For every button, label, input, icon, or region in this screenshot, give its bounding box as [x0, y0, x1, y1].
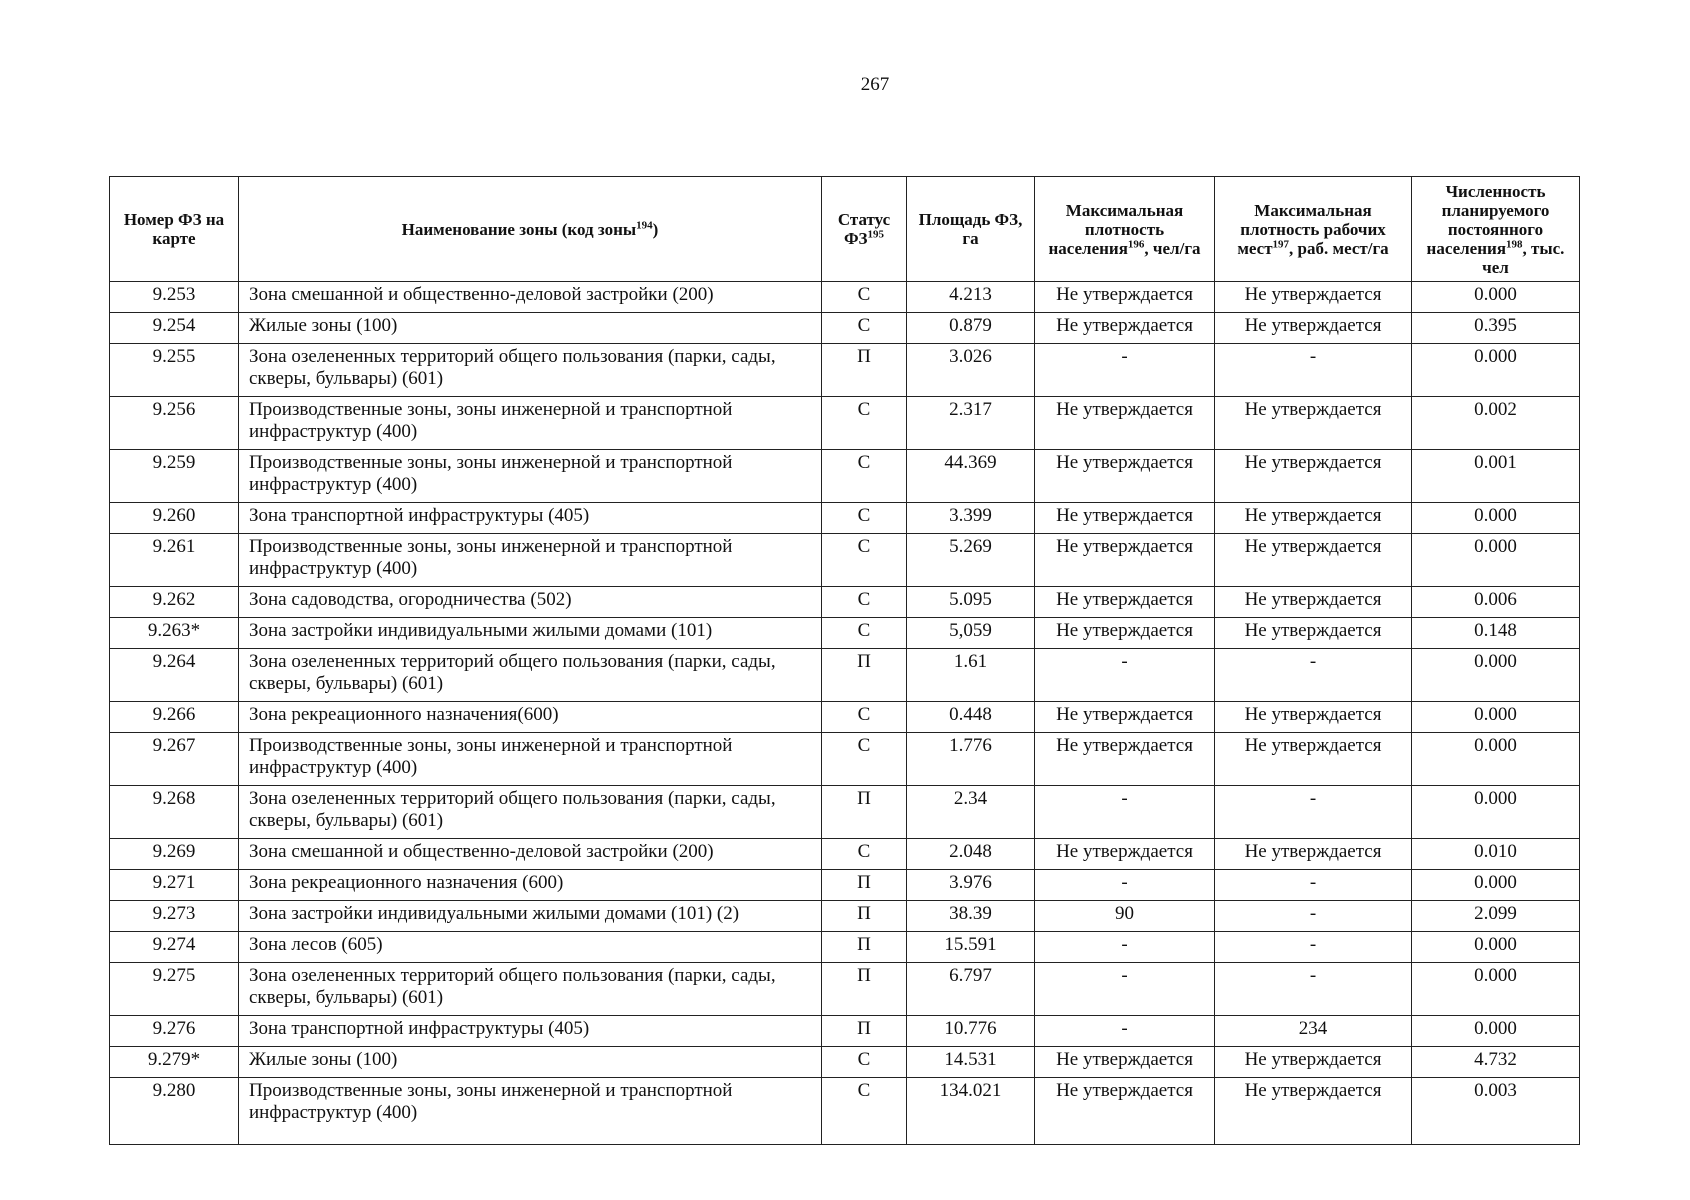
cell-zone-name: Производственные зоны, зоны инженерной и транспортной инфраструктур (400): [239, 534, 822, 587]
cell-job-density: Не утверждается: [1215, 839, 1412, 870]
table-row: [110, 870, 1580, 901]
cell-zone-area: 2.34: [907, 786, 1035, 839]
table-row: [110, 344, 1580, 397]
cell-population-density: Не утверждается: [1035, 733, 1215, 786]
cell-planned-population: 0.006: [1412, 587, 1580, 618]
cell-zone-number: 9.269: [110, 839, 239, 870]
header-zone-status: Статус ФЗ$^{195}$: [822, 177, 907, 282]
cell-population-density: Не утверждается: [1035, 503, 1215, 534]
header-zone-area: Площадь ФЗ, га: [907, 177, 1035, 282]
cell-zone-status: С: [822, 534, 907, 587]
cell-zone-number: 9.253: [110, 282, 239, 313]
cell-planned-population: 0.003: [1412, 1078, 1580, 1145]
cell-population-density: 90: [1035, 901, 1215, 932]
cell-zone-area: 134.021: [907, 1078, 1035, 1145]
table-body: [110, 282, 1580, 1145]
cell-population-density: -: [1035, 1016, 1215, 1047]
cell-planned-population: 0.000: [1412, 282, 1580, 313]
cell-planned-population: 0.148: [1412, 618, 1580, 649]
cell-planned-population: 0.000: [1412, 649, 1580, 702]
cell-population-density: -: [1035, 932, 1215, 963]
cell-zone-area: 44.369: [907, 450, 1035, 503]
cell-zone-number: 9.279*: [110, 1047, 239, 1078]
cell-job-density: Не утверждается: [1215, 503, 1412, 534]
cell-zone-name: Зона лесов (605): [239, 932, 822, 963]
cell-zone-status: С: [822, 503, 907, 534]
cell-zone-name: Зона транспортной инфраструктуры (405): [239, 1016, 822, 1047]
cell-zone-status: П: [822, 344, 907, 397]
cell-zone-number: 9.260: [110, 503, 239, 534]
cell-zone-name: Зона транспортной инфраструктуры (405): [239, 503, 822, 534]
cell-zone-number: 9.262: [110, 587, 239, 618]
cell-population-density: -: [1035, 786, 1215, 839]
cell-planned-population: 0.395: [1412, 313, 1580, 344]
cell-planned-population: 0.001: [1412, 450, 1580, 503]
cell-zone-area: 15.591: [907, 932, 1035, 963]
cell-planned-population: 0.000: [1412, 870, 1580, 901]
cell-zone-status: С: [822, 587, 907, 618]
cell-zone-name: Производственные зоны, зоны инженерной и транспортной инфраструктур (400): [239, 1078, 822, 1145]
cell-job-density: Не утверждается: [1215, 1078, 1412, 1145]
cell-zone-status: П: [822, 786, 907, 839]
cell-zone-area: 2.317: [907, 397, 1035, 450]
cell-job-density: -: [1215, 786, 1412, 839]
cell-planned-population: 0.000: [1412, 1016, 1580, 1047]
cell-zone-name: Зона садоводства, огородничества (502): [239, 587, 822, 618]
cell-planned-population: 0.000: [1412, 702, 1580, 733]
zones-table: [109, 176, 1580, 1145]
cell-zone-area: 0.879: [907, 313, 1035, 344]
cell-zone-number: 9.275: [110, 963, 239, 1016]
table-row: [110, 618, 1580, 649]
cell-zone-number: 9.254: [110, 313, 239, 344]
cell-zone-number: 9.263*: [110, 618, 239, 649]
cell-zone-status: П: [822, 963, 907, 1016]
cell-planned-population: 0.010: [1412, 839, 1580, 870]
cell-population-density: Не утверждается: [1035, 282, 1215, 313]
cell-zone-area: 14.531: [907, 1047, 1035, 1078]
table-row: [110, 1047, 1580, 1078]
cell-population-density: Не утверждается: [1035, 839, 1215, 870]
cell-zone-area: 1.61: [907, 649, 1035, 702]
cell-zone-number: 9.273: [110, 901, 239, 932]
cell-planned-population: 0.000: [1412, 503, 1580, 534]
cell-planned-population: 4.732: [1412, 1047, 1580, 1078]
cell-population-density: Не утверждается: [1035, 450, 1215, 503]
cell-zone-status: С: [822, 839, 907, 870]
cell-zone-area: 4.213: [907, 282, 1035, 313]
cell-zone-number: 9.256: [110, 397, 239, 450]
cell-population-density: Не утверждается: [1035, 534, 1215, 587]
cell-zone-status: С: [822, 397, 907, 450]
cell-population-density: Не утверждается: [1035, 702, 1215, 733]
cell-zone-number: 9.268: [110, 786, 239, 839]
table-row: [110, 901, 1580, 932]
cell-zone-number: 9.267: [110, 733, 239, 786]
cell-job-density: Не утверждается: [1215, 450, 1412, 503]
cell-population-density: -: [1035, 344, 1215, 397]
cell-zone-number: 9.255: [110, 344, 239, 397]
cell-zone-status: С: [822, 733, 907, 786]
cell-zone-status: С: [822, 1078, 907, 1145]
cell-zone-number: 9.280: [110, 1078, 239, 1145]
cell-zone-status: С: [822, 282, 907, 313]
header-population-density: Максимальная плотность населения$^{196}$, чел/га: [1035, 177, 1215, 282]
cell-zone-status: С: [822, 313, 907, 344]
table-row: [110, 313, 1580, 344]
table-row: [110, 649, 1580, 702]
cell-zone-area: 3.026: [907, 344, 1035, 397]
table-row: [110, 587, 1580, 618]
cell-job-density: Не утверждается: [1215, 397, 1412, 450]
cell-population-density: -: [1035, 649, 1215, 702]
cell-zone-name: Жилые зоны (100): [239, 1047, 822, 1078]
cell-zone-number: 9.264: [110, 649, 239, 702]
cell-zone-number: 9.276: [110, 1016, 239, 1047]
table-row: [110, 450, 1580, 503]
cell-zone-status: П: [822, 932, 907, 963]
cell-planned-population: 0.000: [1412, 786, 1580, 839]
table-row: [110, 963, 1580, 1016]
cell-population-density: Не утверждается: [1035, 1047, 1215, 1078]
cell-zone-area: 3.399: [907, 503, 1035, 534]
cell-population-density: Не утверждается: [1035, 313, 1215, 344]
cell-zone-status: С: [822, 450, 907, 503]
cell-zone-name: Зона озелененных территорий общего пользования (парки, сады, скверы, бульвары) (601): [239, 344, 822, 397]
cell-zone-name: Зона застройки индивидуальными жилыми домами (101): [239, 618, 822, 649]
cell-zone-name: Зона смешанной и общественно-деловой застройки (200): [239, 282, 822, 313]
table-row: [110, 932, 1580, 963]
cell-zone-name: Производственные зоны, зоны инженерной и транспортной инфраструктур (400): [239, 397, 822, 450]
cell-population-density: Не утверждается: [1035, 618, 1215, 649]
cell-population-density: Не утверждается: [1035, 397, 1215, 450]
cell-job-density: -: [1215, 344, 1412, 397]
cell-zone-area: 5.269: [907, 534, 1035, 587]
table-row: [110, 786, 1580, 839]
table-row: [110, 733, 1580, 786]
cell-zone-name: Зона застройки индивидуальными жилыми домами (101) (2): [239, 901, 822, 932]
cell-job-density: -: [1215, 649, 1412, 702]
cell-zone-name: Зона озелененных территорий общего пользования (парки, сады, скверы, бульвары) (601): [239, 649, 822, 702]
cell-zone-name: Зона рекреационного назначения(600): [239, 702, 822, 733]
header-zone-name: Наименование зоны (код зоны$^{194}$): [239, 177, 822, 282]
cell-job-density: Не утверждается: [1215, 313, 1412, 344]
cell-zone-area: 0.448: [907, 702, 1035, 733]
table-row: [110, 839, 1580, 870]
cell-zone-area: 5,059: [907, 618, 1035, 649]
cell-job-density: Не утверждается: [1215, 1047, 1412, 1078]
cell-job-density: Не утверждается: [1215, 702, 1412, 733]
cell-job-density: -: [1215, 901, 1412, 932]
header-zone-number: Номер ФЗ на карте: [110, 177, 239, 282]
cell-planned-population: 0.000: [1412, 932, 1580, 963]
table-row: [110, 702, 1580, 733]
table-row: [110, 1078, 1580, 1145]
cell-zone-status: С: [822, 702, 907, 733]
cell-zone-name: Зона рекреационного назначения (600): [239, 870, 822, 901]
cell-zone-name: Производственные зоны, зоны инженерной и транспортной инфраструктур (400): [239, 733, 822, 786]
cell-job-density: Не утверждается: [1215, 618, 1412, 649]
cell-zone-name: Производственные зоны, зоны инженерной и транспортной инфраструктур (400): [239, 450, 822, 503]
cell-zone-area: 3.976: [907, 870, 1035, 901]
cell-zone-status: П: [822, 649, 907, 702]
table-row: [110, 503, 1580, 534]
cell-zone-status: П: [822, 1016, 907, 1047]
table-row: [110, 397, 1580, 450]
cell-job-density: -: [1215, 870, 1412, 901]
cell-population-density: -: [1035, 963, 1215, 1016]
cell-planned-population: 0.000: [1412, 534, 1580, 587]
cell-zone-status: П: [822, 901, 907, 932]
cell-zone-name: Зона озелененных территорий общего пользования (парки, сады, скверы, бульвары) (601): [239, 786, 822, 839]
cell-zone-number: 9.261: [110, 534, 239, 587]
cell-population-density: Не утверждается: [1035, 587, 1215, 618]
cell-planned-population: 0.000: [1412, 344, 1580, 397]
header-planned-population: Численность планируемого постоянного населения$^{198}$, тыс. чел: [1412, 177, 1580, 282]
cell-zone-name: Жилые зоны (100): [239, 313, 822, 344]
cell-zone-area: 6.797: [907, 963, 1035, 1016]
table-header-row: [110, 177, 1580, 282]
table-row: [110, 1016, 1580, 1047]
cell-job-density: Не утверждается: [1215, 733, 1412, 786]
table-row: [110, 534, 1580, 587]
cell-job-density: Не утверждается: [1215, 534, 1412, 587]
cell-zone-status: С: [822, 1047, 907, 1078]
cell-zone-number: 9.274: [110, 932, 239, 963]
cell-planned-population: 0.000: [1412, 733, 1580, 786]
cell-job-density: Не утверждается: [1215, 282, 1412, 313]
page-number: 267: [860, 74, 890, 95]
cell-zone-area: 10.776: [907, 1016, 1035, 1047]
cell-zone-number: 9.266: [110, 702, 239, 733]
cell-zone-number: 9.259: [110, 450, 239, 503]
table-row: [110, 282, 1580, 313]
header-job-density: Максимальная плотность рабочих мест$^{197}$, раб. мест/га: [1215, 177, 1412, 282]
cell-zone-area: 2.048: [907, 839, 1035, 870]
cell-job-density: -: [1215, 932, 1412, 963]
cell-zone-name: Зона смешанной и общественно-деловой застройки (200): [239, 839, 822, 870]
cell-zone-area: 38.39: [907, 901, 1035, 932]
cell-zone-area: 1.776: [907, 733, 1035, 786]
cell-population-density: -: [1035, 870, 1215, 901]
cell-job-density: Не утверждается: [1215, 587, 1412, 618]
cell-zone-status: С: [822, 618, 907, 649]
cell-zone-area: 5.095: [907, 587, 1035, 618]
cell-planned-population: 0.000: [1412, 963, 1580, 1016]
cell-planned-population: 2.099: [1412, 901, 1580, 932]
cell-job-density: -: [1215, 963, 1412, 1016]
cell-zone-number: 9.271: [110, 870, 239, 901]
cell-planned-population: 0.002: [1412, 397, 1580, 450]
cell-zone-status: П: [822, 870, 907, 901]
cell-zone-name: Зона озелененных территорий общего пользования (парки, сады, скверы, бульвары) (601): [239, 963, 822, 1016]
cell-job-density: 234: [1215, 1016, 1412, 1047]
cell-population-density: Не утверждается: [1035, 1078, 1215, 1145]
